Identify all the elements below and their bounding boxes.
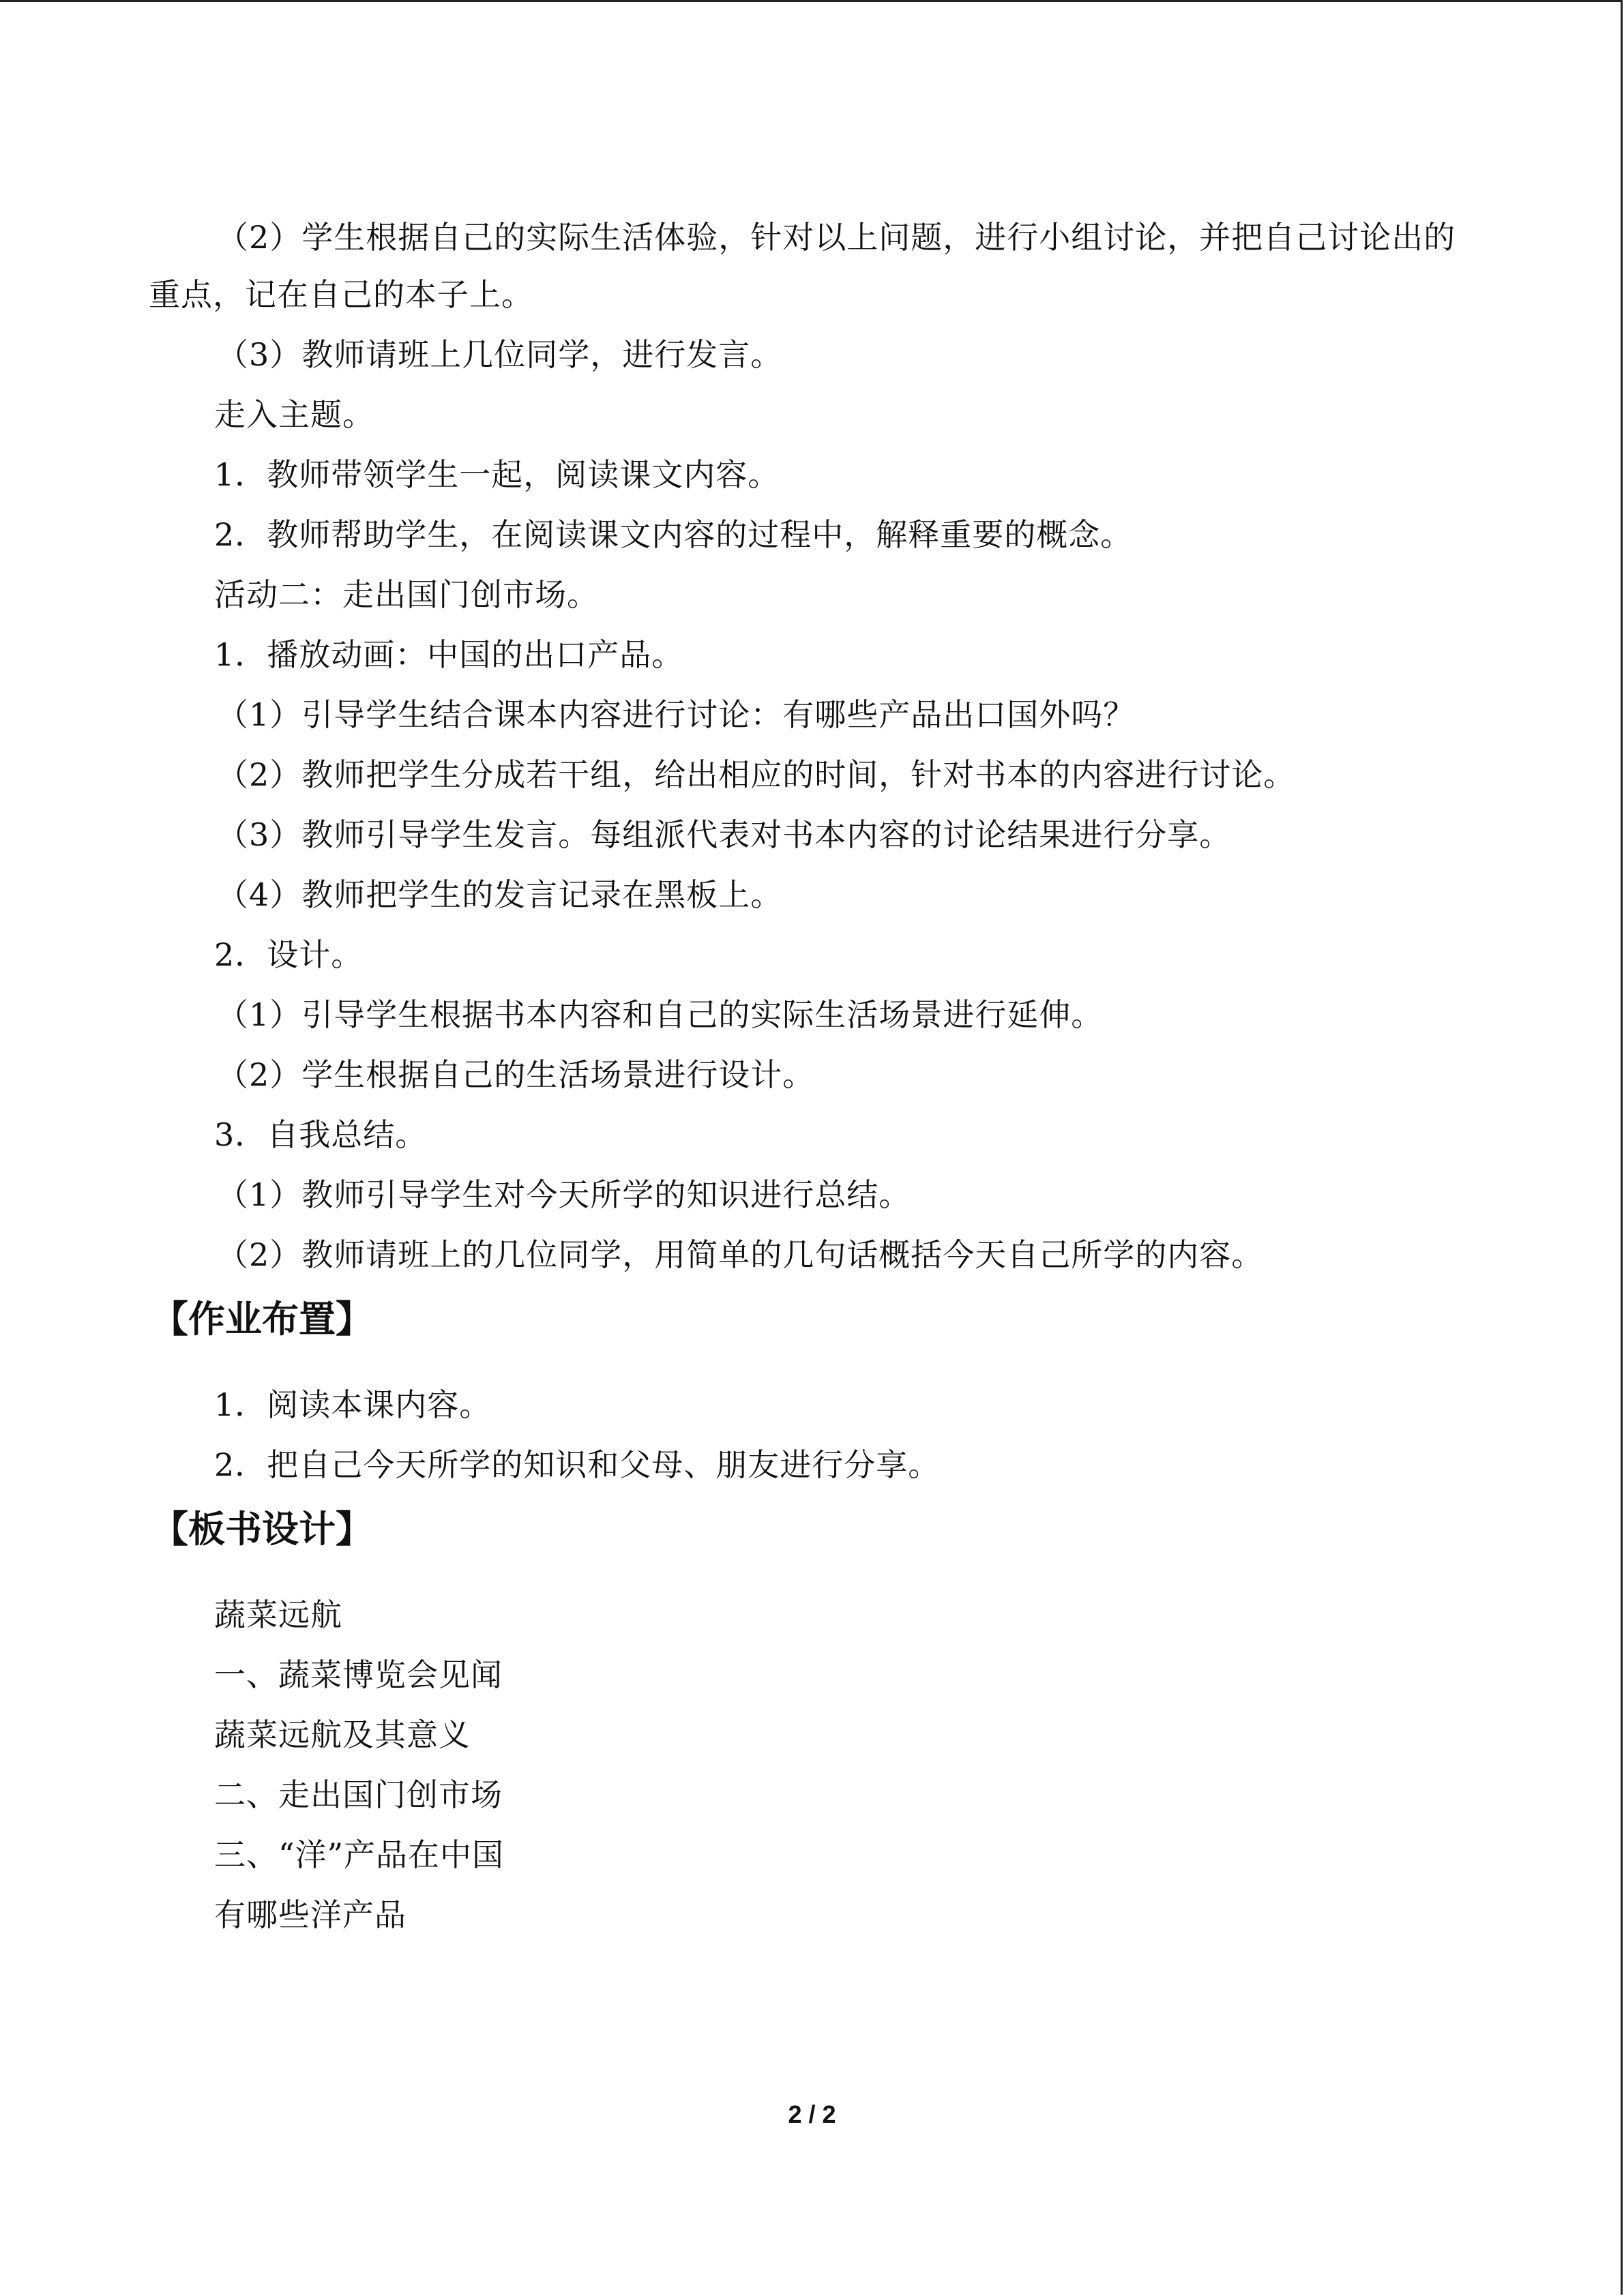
page-number: 2 / 2: [788, 2100, 836, 2128]
paragraph-line: 走入主题。: [214, 396, 374, 433]
paragraph-line: 重点，记在自己的本子上。: [149, 276, 533, 313]
board-design-heading: 【板书设计】: [151, 1508, 372, 1551]
board-line: 有哪些洋产品: [214, 1896, 407, 1933]
paragraph-line: 3．自我总结。: [214, 1116, 428, 1153]
paragraph-line: 1．播放动画：中国的出口产品。: [214, 636, 684, 673]
paragraph-line: （4）教师把学生的发言记录在黑板上。: [217, 876, 783, 913]
paragraph-line: （1）引导学生结合课本内容进行讨论：有哪些产品出口国外吗？: [217, 696, 1136, 733]
paragraph-line: （2）教师把学生分成若干组，给出相应的时间，针对书本的内容进行讨论。: [217, 756, 1296, 793]
paragraph-line: 活动二：走出国门创市场。: [214, 576, 599, 613]
homework-line: 1．阅读本课内容。: [214, 1386, 492, 1423]
paragraph-line: （2）学生根据自己的实际生活体验，针对以上问题，进行小组讨论，并把自己讨论出的: [217, 219, 1456, 256]
board-line: 蔬菜远航: [214, 1596, 342, 1633]
paragraph-line: 1．教师带领学生一起，阅读课文内容。: [214, 456, 780, 493]
paragraph-line: （2）教师请班上的几位同学，用简单的几句话概括今天自己所学的内容。: [217, 1236, 1264, 1273]
board-line: 蔬菜远航及其意义: [214, 1716, 471, 1753]
paragraph-line: 2．设计。: [214, 936, 364, 973]
homework-line: 2．把自己今天所学的知识和父母、朋友进行分享。: [214, 1446, 941, 1483]
paragraph-line: （1）教师引导学生对今天所学的知识进行总结。: [217, 1176, 911, 1213]
paragraph-line: （2）学生根据自己的生活场景进行设计。: [217, 1056, 815, 1093]
paragraph-line: （3）教师请班上几位同学，进行发言。: [217, 336, 783, 373]
paragraph-line: 2．教师帮助学生，在阅读课文内容的过程中，解释重要的概念。: [214, 516, 1133, 553]
board-line: 二、走出国门创市场: [214, 1776, 503, 1813]
paragraph-line: （1）引导学生根据书本内容和自己的实际生活场景进行延伸。: [217, 996, 1104, 1033]
homework-heading: 【作业布置】: [151, 1298, 372, 1341]
board-line: 一、蔬菜博览会见闻: [214, 1656, 503, 1693]
paragraph-line: （3）教师引导学生发言。每组派代表对书本内容的讨论结果进行分享。: [217, 816, 1232, 853]
board-line: 三、“洋”产品在中国: [214, 1836, 505, 1873]
